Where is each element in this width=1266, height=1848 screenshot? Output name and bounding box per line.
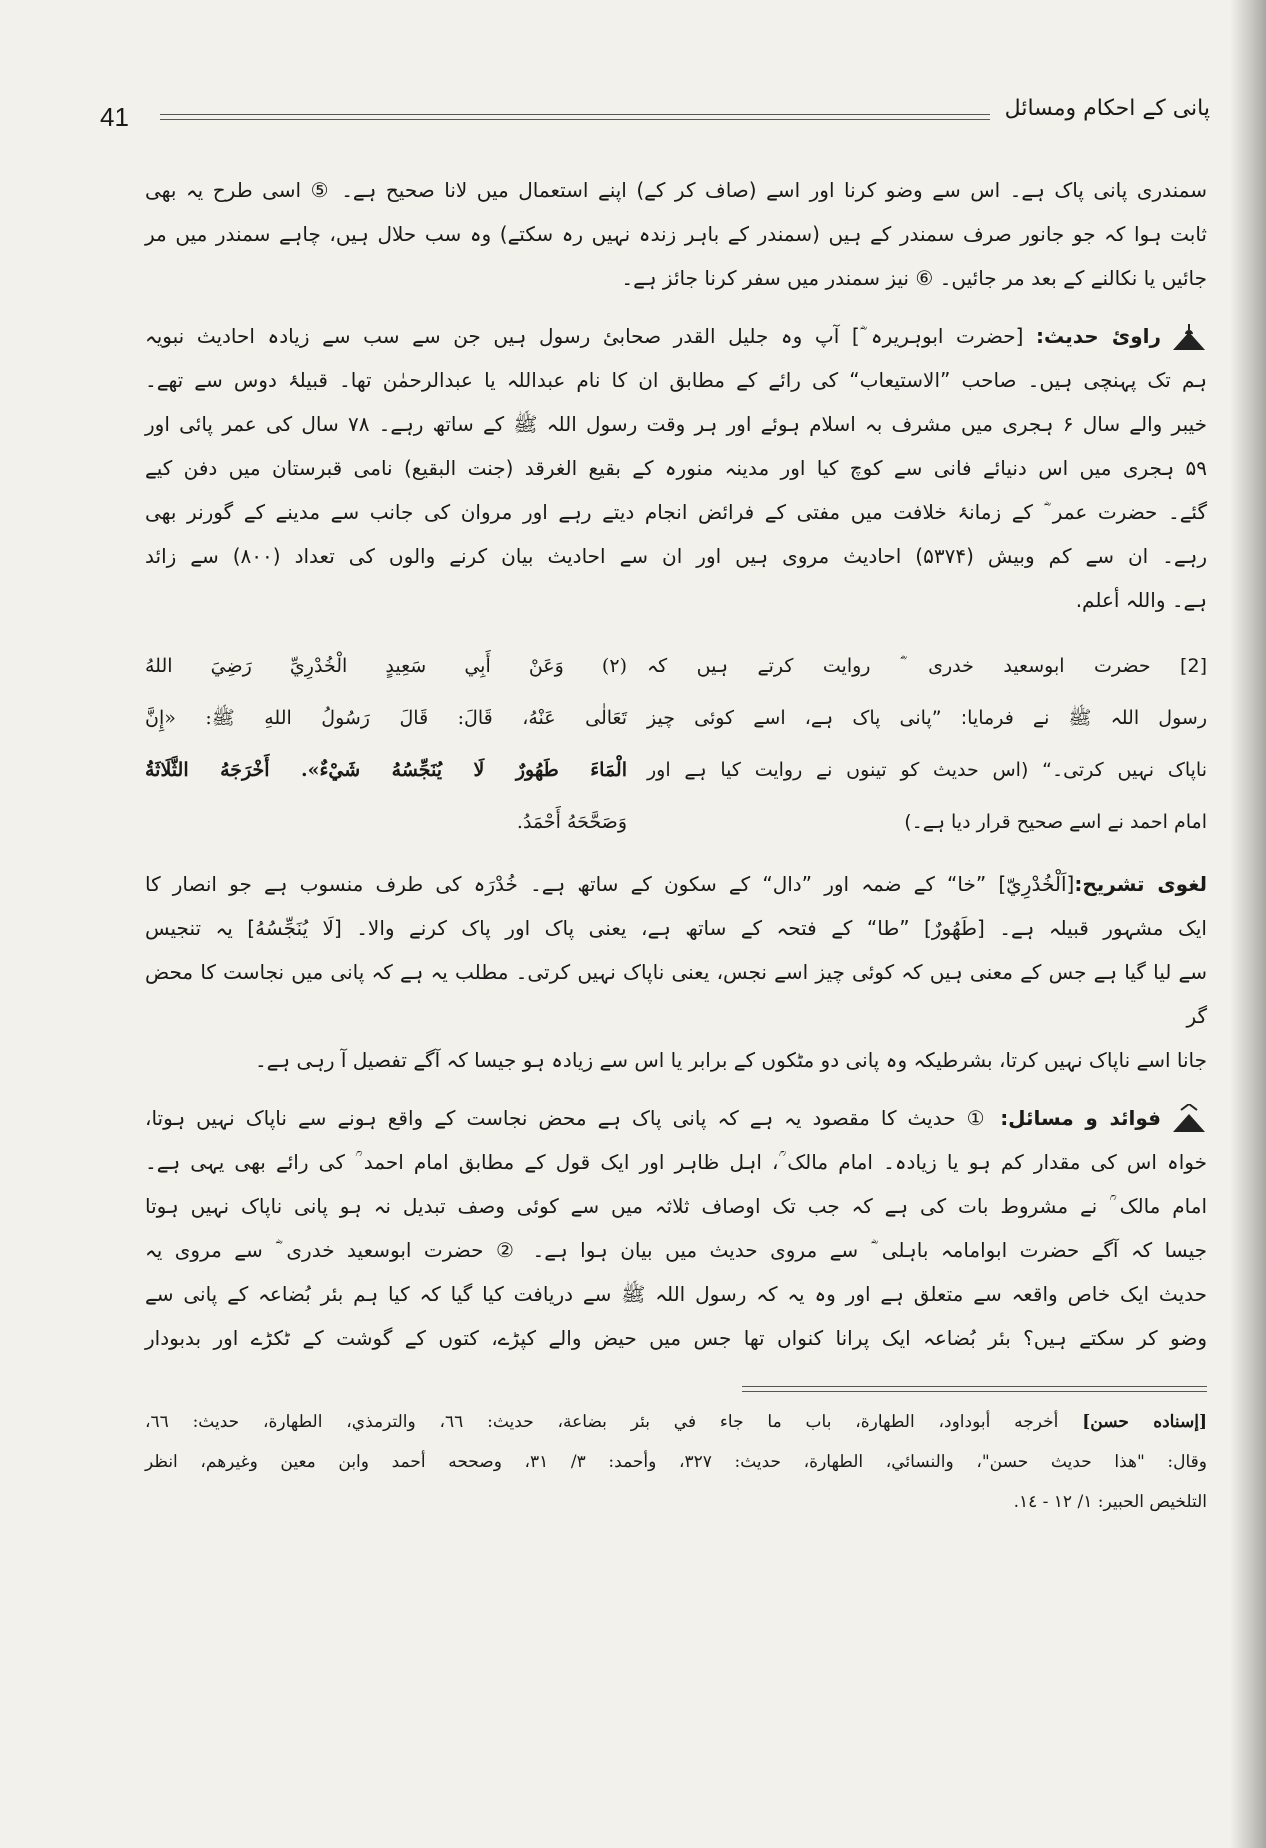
text-line: ہے۔ واللہ أعلم.: [1075, 588, 1207, 612]
text-line: خیبر والے سال ۶ ہجری میں مشرف بہ اسلام ہوئے اور ہر وقت رسول اللہ ﷺ کے ساتھ رہے۔ ۷۸ سال کی عمر پائی اور: [145, 412, 1208, 436]
text-line: تَعَالٰى عَنْهُ، قَالَ: قَالَ رَسُولُ اللهِ ﷺ: «إِنَّ: [145, 707, 627, 729]
page-body: [145, 168, 1207, 1522]
footnote-grade: [إسناده حسن]: [1082, 1412, 1208, 1432]
text-line: الْمَاءَ طَهُورٌ لَا يُنَجِّسُهُ شَيْءٌ». أَخْرَجَهُ الثَّلَاثَةُ: [145, 759, 627, 781]
section-heading: راویٔ حدیث:: [1036, 324, 1162, 348]
section-heading: لغوی تشریح:: [1074, 872, 1207, 896]
text-line: وَصَحَّحَهُ أَحْمَدُ.: [516, 811, 627, 833]
text-line: ناپاک نہیں کرتی۔“ (اس حدیث کو تینوں نے روایت کیا ہے اور: [647, 759, 1207, 781]
text-line: حدیث ایک خاص واقعہ سے متعلق ہے اور وہ یہ کہ رسول اللہ ﷺ سے دریافت کیا گیا کہ کیا ہم بئر بُضاعہ کے پانی سے: [145, 1282, 1207, 1306]
running-header: [100, 96, 1210, 136]
text-line: وضو کر سکتے ہیں؟ بئر بُضاعہ ایک پرانا کنواں تھا جس میں حیض والے کپڑے، کتوں کے گوشت کے ٹکڑے اور بدبودار: [145, 1326, 1207, 1350]
footnote-separator: [742, 1386, 1207, 1392]
section-rawi-hadith: [145, 314, 1207, 622]
mosque-dome-icon: [1171, 322, 1207, 352]
text-line: (٢) وَعَنْ أَبِي سَعِيدٍ الْخُدْرِيِّ رَضِيَ اللهُ: [145, 655, 627, 677]
section-heading: فوائد و مسائل:: [1000, 1106, 1162, 1130]
footnote: [145, 1402, 1207, 1522]
text-line: ثابت ہوا کہ جو جانور صرف سمندر کے ہیں (سمندر کے باہر زندہ نہیں رہ سکتے) وہ سب حلال ہیں، چاہے سمندر میں مر: [145, 222, 1207, 246]
text-line: امام احمد نے اسے صحیح قرار دیا ہے۔): [904, 811, 1207, 833]
text-line: ① حدیث کا مقصود یہ ہے کہ پانی پاک ہے محض نجاست کے واقع ہونے سے ناپاک نہیں ہوتا،: [145, 1106, 990, 1130]
text-line: [اَلْخُدْرِيّ] ”خا“ کے ضمہ اور ”دال“ کے سکون کے ساتھ ہے۔ خُدْرَہ کی طرف منسوب ہے جو انصار کا: [145, 872, 1075, 896]
text-line: جیسا کہ آگے حضرت ابوامامہ باہلی ؓ سے مروی حدیث میں بیان ہوا ہے۔ ② حضرت ابوسعید خدری ؓ سے مروی یہ: [145, 1238, 1207, 1262]
text-line: التلخيص الحبير: ١/ ١٢ - ١٤.: [1013, 1492, 1207, 1512]
text-line: سے لیا گیا ہے جس کے معنی ہیں کہ کوئی چیز اسے نجس، یعنی ناپاک نہیں کرتی۔ مطلب یہ ہے کہ پانی میں نجاست کا محض گر: [145, 960, 1207, 1028]
text-line: امام مالک ؒ نے مشروط بات کی ہے کہ جب تک اوصاف ثلاثہ میں سے کوئی وصف تبدیل نہ ہو پانی ناپاک نہیں ہوتا: [145, 1194, 1207, 1218]
paragraph-intro: [145, 168, 1207, 300]
text-line: جانا اسے ناپاک نہیں کرتا، بشرطیکہ وہ پانی دو مٹکوں کے برابر یا اس سے زیادہ ہو جیسا کہ آگے تفصیل آ رہی ہے۔: [254, 1048, 1207, 1072]
text-line: [حضرت ابوہریرہ ؓ] آپ وہ جلیل القدر صحابیٔ رسول ہیں جن سے سب سے زیادہ احادیث نبویہ: [145, 324, 1024, 348]
text-line: گئے۔ حضرت عمر ؓ کے زمانۂ خلافت میں مفتی کے فرائض انجام دیتے رہے اور مروان کی جانب سے مدینے کے گورنر بھی: [145, 500, 1207, 524]
text-line: ہم تک پہنچی ہیں۔ صاحب ”الاستیعاب“ کی رائے کے مطابق ان کا نام عبداللہ یا عبدالرحمٰن تھا۔ قبیلۂ دوس سے تھے۔: [145, 368, 1207, 392]
text-line: [2] حضرت ابوسعید خدری ؓ روایت کرتے ہیں کہ: [647, 655, 1207, 677]
header-rule: [160, 114, 990, 120]
text-line: سمندری پانی پاک ہے۔ اس سے وضو کرنا اور اسے (صاف کر کے) اپنے استعمال میں لانا صحیح ہے۔ ⑤ اسی طرح یہ بھی: [145, 178, 1207, 202]
text-line: أخرجه أبوداود، الطهارة، باب ما جاء في بئر بضاعة، حديث: ٦٦، والترمذي، الطهارة، حديث: ٦٦،: [145, 1412, 1059, 1432]
mosque-dome-icon: [1171, 1104, 1207, 1134]
hadith-two-column: [145, 640, 1207, 848]
section-lughawi-tashreeh: [145, 862, 1207, 1082]
text-line: وقال: "هذا حديث حسن"، والنسائي، الطهارة، حديث: ٣٢٧، وأحمد: ٣/ ٣١، وصححه أحمد وابن معين وغيرهم، انظر: [145, 1452, 1208, 1472]
text-line: جائیں یا نکالنے کے بعد مر جائیں۔ ⑥ نیز سمندر میں سفر کرنا جائز ہے۔: [621, 266, 1207, 290]
page-gutter-shadow: [1230, 0, 1266, 1848]
hadith-arabic-text: [145, 640, 627, 848]
hadith-urdu-translation: [647, 640, 1207, 848]
text-line: خواہ اس کی مقدار کم ہو یا زیادہ۔ امام مالک ؒ، اہل ظاہر اور ایک قول کے مطابق امام احمد ؒ کی رائے بھی یہی ہے۔: [145, 1150, 1207, 1174]
running-title: پانی کے احکام ومسائل: [1004, 96, 1210, 121]
section-fawaid-masail: [145, 1096, 1207, 1360]
page-number: 41: [100, 102, 129, 132]
text-line: ایک مشہور قبیلہ ہے۔ [طَهُورٌ] ”طا“ کے فتحہ کے ساتھ ہے، یعنی پاک اور پاک کرنے والا۔ [لَا یُنَجِّسُهُ] یہ تنجیس: [145, 916, 1207, 940]
text-line: رسول اللہ ﷺ نے فرمایا: ”پانی پاک ہے، اسے کوئی چیز: [647, 707, 1207, 729]
text-line: ۵۹ ہجری میں اس دنیائے فانی سے کوچ کیا اور مدینہ منورہ کے بقیع الغرقد (جنت البقیع) نامی قبرستان میں دفن کیے: [145, 456, 1207, 480]
text-line: رہے۔ ان سے کم وبیش (۵۳۷۴) احادیث مروی ہیں اور ان سے احادیث بیان کرنے والوں کی تعداد (۸۰۰) سے زائد: [145, 544, 1207, 568]
